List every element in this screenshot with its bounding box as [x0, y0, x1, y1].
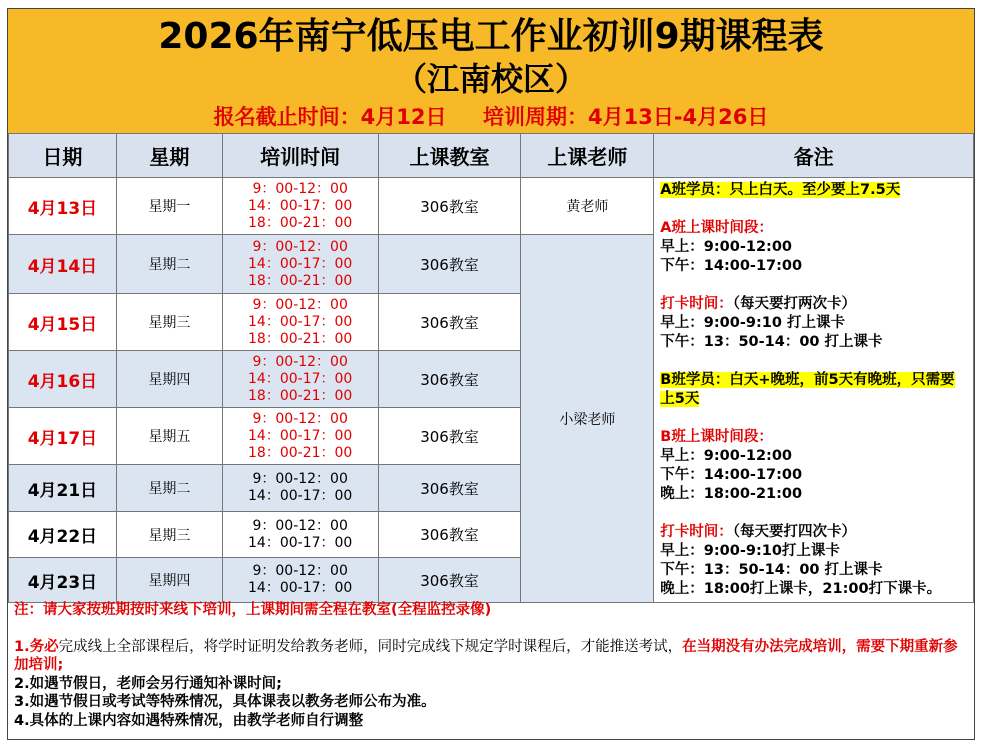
date-cell: 4月21日	[9, 465, 117, 512]
time-slot: 18：00-21：00	[248, 387, 353, 404]
a-clock-title: 打卡时间：	[660, 296, 733, 312]
time-slot: 14：00-17：00	[248, 534, 353, 551]
campus-subtitle: （江南校区）	[394, 60, 587, 98]
b-clock-title: 打卡时间：	[660, 524, 733, 540]
item1-body: 完成线上全部课程后，将学时证明发给教务老师，同时完成线下规定学时课程后，才能推送考试，	[58, 638, 683, 655]
teacher-cell: 小梁老师	[521, 235, 654, 603]
registration-period: 报名截止时间：4月12日 培训周期：4月13日-4月26日	[213, 105, 769, 129]
col-weekday: 星期	[116, 134, 222, 178]
teacher-cell: 黄老师	[521, 178, 654, 235]
time-slot: 18：00-21：00	[248, 330, 353, 347]
time-cell	[222, 178, 378, 235]
weekday-cell: 星期二	[116, 235, 222, 294]
a-class-morning: 早上：9:00-12:00	[660, 239, 793, 255]
room-cell: 306教室	[378, 465, 521, 512]
time-slot: 18：00-21：00	[248, 444, 353, 461]
time-cell	[222, 558, 378, 603]
date-cell: 4月16日	[9, 351, 117, 408]
footer-item-4: 4.具体的上课内容如遇特殊情况，由教学老师自行调整	[14, 712, 364, 729]
a-class-afternoon: 下午：14:00-17:00	[660, 258, 803, 274]
a-clock-afternoon: 下午：13：50-14：00 打上课卡	[660, 334, 883, 350]
room-cell: 306教室	[378, 558, 521, 603]
time-cell	[222, 408, 378, 465]
room-cell: 306教室	[378, 408, 521, 465]
footer-item-2: 2.如遇节假日，老师会另行通知补课时间;	[14, 675, 282, 692]
time-cell	[222, 465, 378, 512]
time-slot: 14：00-17：00	[248, 313, 353, 330]
room-cell: 306教室	[378, 294, 521, 351]
room-cell: 306教室	[378, 512, 521, 558]
time-slot: 18：00-21：00	[248, 272, 353, 289]
b-clock-evening: 晚上：18:00打上课卡，21:00打下课卡。	[660, 581, 942, 597]
date-cell: 4月15日	[9, 294, 117, 351]
b-class-students: B班学员：白天+晚班，前5天有晚班，只需要上5天	[660, 372, 955, 407]
b-class-afternoon: 下午：14:00-17:00	[660, 467, 803, 483]
col-room: 上课教室	[378, 134, 521, 178]
time-slot: 14：00-17：00	[248, 488, 353, 504]
time-slot: 9：00-12：00	[252, 238, 348, 255]
time-slot: 9：00-12：00	[252, 180, 348, 197]
weekday-cell: 星期三	[116, 512, 222, 558]
schedule-sheet	[7, 8, 975, 740]
date-cell: 4月14日	[9, 235, 117, 294]
time-slot: 18：00-21：00	[248, 214, 353, 231]
b-clock-note: （每天要打四次卡）	[732, 524, 857, 540]
table-header-row	[9, 134, 974, 178]
item1-prefix: 1.务必	[14, 638, 59, 655]
time-slot: 9：00-12：00	[252, 296, 348, 313]
room-cell: 306教室	[378, 178, 521, 235]
time-slot: 9：00-12：00	[252, 410, 348, 427]
schedule-table	[8, 133, 974, 603]
time-slot: 9：00-12：00	[252, 517, 348, 534]
date-cell: 4月22日	[9, 512, 117, 558]
time-cell	[222, 235, 378, 294]
a-class-schedule-title: A班上课时间段：	[660, 220, 774, 236]
time-slot: 14：00-17：00	[248, 197, 353, 214]
b-class-morning: 早上：9:00-12:00	[660, 448, 793, 464]
footer-notes	[8, 599, 974, 739]
footer-item-3: 3.如遇节假日或考试等特殊情况，具体课表以教务老师公布为准。	[14, 694, 436, 710]
weekday-cell: 星期四	[116, 558, 222, 603]
b-class-evening: 晚上：18:00-21:00	[660, 486, 803, 502]
time-slot: 14：00-17：00	[248, 580, 353, 596]
time-cell	[222, 512, 378, 558]
time-cell	[222, 351, 378, 408]
title-banner	[8, 9, 974, 134]
col-teacher: 上课老师	[521, 134, 654, 178]
table-row	[9, 178, 974, 235]
a-clock-morning: 早上：9:00-9:10 打上课卡	[660, 315, 845, 331]
time-slot: 9：00-12：00	[252, 471, 348, 487]
col-time: 培训时间	[222, 134, 378, 178]
notes-cell	[654, 178, 974, 603]
page-title: 2026年南宁低压电工作业初训9期课程表	[158, 16, 824, 57]
date-cell: 4月13日	[9, 178, 117, 235]
item1-warning: 在当期没有办法完成培训，需要下期重新参加培训;	[14, 638, 958, 673]
time-slot: 14：00-17：00	[248, 370, 353, 387]
time-cell	[222, 294, 378, 351]
time-slot: 9：00-12：00	[252, 563, 348, 579]
a-class-students: A班学员：只上白天。至少要上7.5天	[660, 182, 901, 198]
time-slot: 14：00-17：00	[248, 427, 353, 444]
date-cell: 4月23日	[9, 558, 117, 603]
time-slot: 9：00-12：00	[252, 353, 348, 370]
room-cell: 306教室	[378, 351, 521, 408]
room-cell: 306教室	[378, 235, 521, 294]
weekday-cell: 星期二	[116, 465, 222, 512]
col-notes: 备注	[654, 134, 974, 178]
col-date: 日期	[9, 134, 117, 178]
b-class-schedule-title: B班上课时间段：	[660, 429, 773, 445]
b-clock-morning: 早上：9:00-9:10打上课卡	[660, 543, 840, 559]
weekday-cell: 星期三	[116, 294, 222, 351]
a-clock-note: （每天要打两次卡）	[732, 296, 857, 312]
b-clock-afternoon: 下午：13：50-14：00 打上课卡	[660, 562, 883, 578]
time-slot: 14：00-17：00	[248, 255, 353, 272]
weekday-cell: 星期五	[116, 408, 222, 465]
weekday-cell: 星期一	[116, 178, 222, 235]
date-cell: 4月17日	[9, 408, 117, 465]
footer-item-1	[14, 638, 968, 675]
footer-note: 注：请大家按班期按时来线下培训，上课期间需全程在教室(全程监控录像)	[14, 602, 492, 618]
weekday-cell: 星期四	[116, 351, 222, 408]
